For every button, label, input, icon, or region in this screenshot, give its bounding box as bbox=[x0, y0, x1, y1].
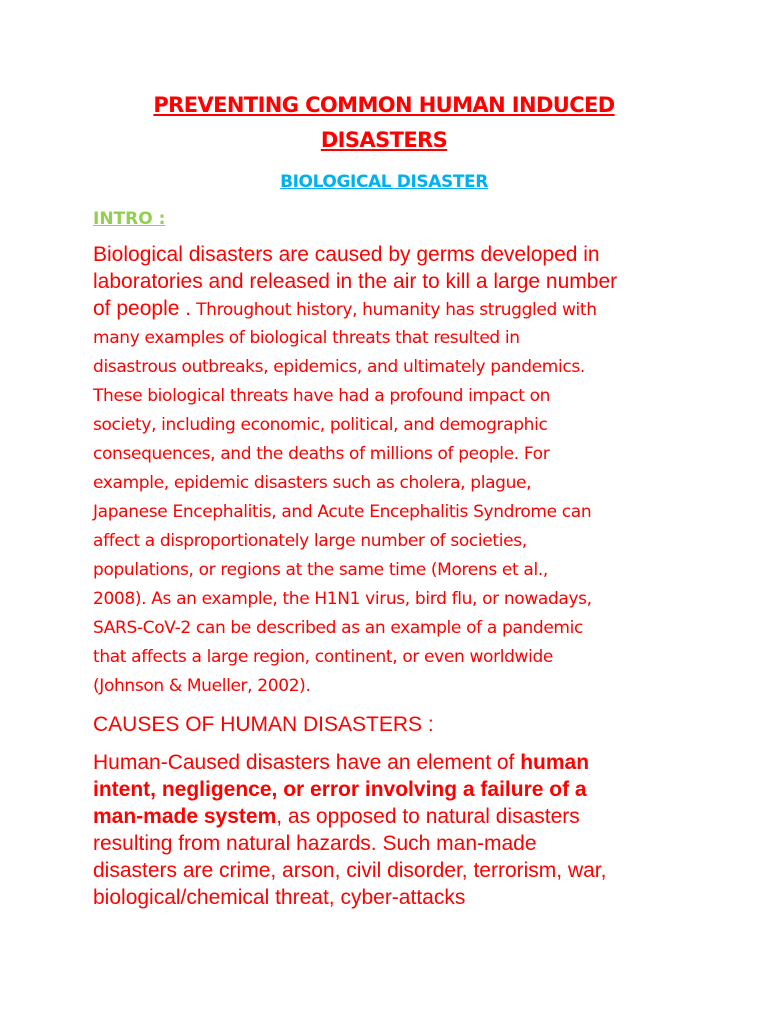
intro-body-line: 2008). As an example, the H1N1 virus, bird flu, or nowadays, bbox=[93, 589, 592, 609]
intro-body-line: that affects a large region, continent, or even worldwide bbox=[93, 647, 554, 667]
intro-body-line: SARS-CoV-2 can be described as an example of a pandemic bbox=[93, 618, 584, 638]
intro-lead-line: Biological disasters are caused by germs developed in bbox=[93, 243, 600, 266]
causes-emphasis: intent, negligence, or error involving a failure of a bbox=[93, 778, 587, 801]
causes-line: biological/chemical threat, cyber-attacks bbox=[93, 886, 466, 909]
intro-body-line: many examples of biological threats that resulted in bbox=[93, 328, 520, 348]
causes-text: , as opposed to natural disasters bbox=[276, 805, 580, 828]
intro-lead-line: laboratories and released in the air to kill a large number bbox=[93, 270, 618, 293]
intro-body-line: disastrous outbreaks, epidemics, and ultimately pandemics. bbox=[93, 357, 585, 377]
intro-body-line: (Johnson & Mueller, 2002). bbox=[93, 676, 311, 696]
causes-line: resulting from natural hazards. Such man-made bbox=[93, 832, 537, 855]
intro-label: INTRO : bbox=[93, 209, 166, 229]
causes-text: Human-Caused disasters have an element of bbox=[93, 751, 521, 774]
causes-line bbox=[93, 803, 683, 830]
intro-body-inline: Throughout history, humanity has struggled with bbox=[191, 300, 597, 320]
intro-paragraph bbox=[93, 241, 683, 701]
document-title-line-1: PREVENTING COMMON HUMAN INDUCED bbox=[153, 93, 615, 117]
document-title-line-2: DISASTERS bbox=[320, 128, 448, 152]
section-subtitle: BIOLOGICAL DISASTER bbox=[280, 172, 488, 192]
intro-body-line: populations, or regions at the same time (Morens et al., bbox=[93, 560, 548, 580]
intro-body-line: affect a disproportionately large number of societies, bbox=[93, 531, 527, 551]
causes-line bbox=[93, 776, 683, 803]
intro-mixed-line bbox=[93, 295, 683, 324]
causes-emphasis: man-made system bbox=[93, 805, 277, 828]
intro-body-line: consequences, and the deaths of millions of people. For bbox=[93, 444, 550, 464]
intro-body-line: example, epidemic disasters such as cholera, plague, bbox=[93, 473, 532, 493]
causes-paragraph bbox=[93, 749, 683, 911]
causes-line bbox=[93, 749, 683, 776]
intro-body-line: These biological threats have had a profound impact on bbox=[93, 386, 551, 406]
intro-body-line: society, including economic, political, and demographic bbox=[93, 415, 548, 435]
causes-heading: CAUSES OF HUMAN DISASTERS : bbox=[93, 713, 434, 736]
intro-body-line: Japanese Encephalitis, and Acute Encephalitis Syndrome can bbox=[93, 502, 592, 522]
intro-lead-tail: of people . bbox=[93, 297, 192, 320]
causes-emphasis: human bbox=[520, 751, 590, 774]
causes-line: disasters are crime, arson, civil disorder, terrorism, war, bbox=[93, 859, 607, 882]
